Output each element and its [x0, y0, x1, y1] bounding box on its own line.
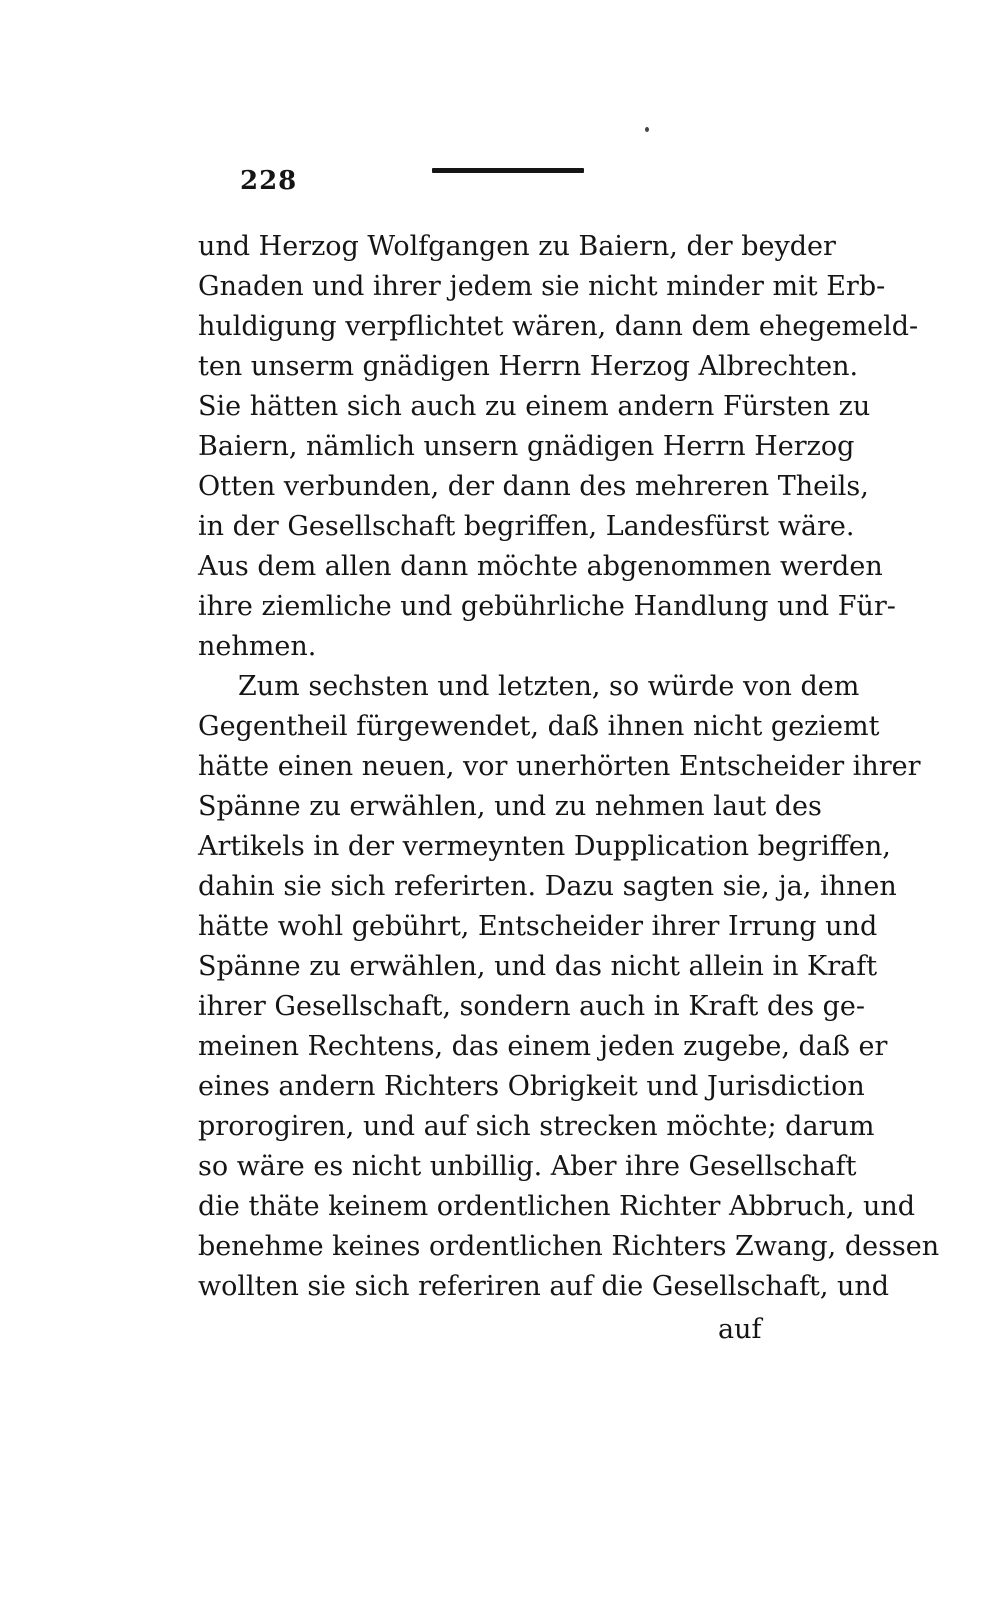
text-line: prorogiren, und auf sich strecken möchte; darum — [198, 1111, 875, 1142]
text-line: Spänne zu erwählen, und das nicht allein in Kraft — [198, 951, 878, 982]
ink-speck — [645, 127, 649, 132]
text-line: Gnaden und ihrer jedem sie nicht minder mit Erb- — [198, 271, 886, 302]
catchword: auf — [718, 1314, 762, 1345]
text-line: Gegentheil fürgewendet, daß ihnen nicht geziemt — [198, 711, 880, 742]
text-line: hätte wohl gebührt, Entscheider ihrer Irrung und — [198, 911, 878, 942]
text-line: benehme keines ordentlichen Richters Zwang, dessen — [198, 1231, 940, 1262]
text-line: in der Gesellschaft begriffen, Landesfürst wäre. — [198, 511, 855, 542]
text-line: Aus dem allen dann möchte abgenommen werden — [198, 551, 883, 582]
text-line: nehmen. — [198, 631, 317, 662]
text-line: Zum sechsten und letzten, so würde von dem — [238, 671, 860, 702]
text-line: ihrer Gesellschaft, sondern auch in Kraft des ge- — [198, 991, 866, 1022]
header-rule — [432, 168, 584, 173]
text-line: Otten verbunden, der dann des mehreren Theils, — [198, 471, 869, 502]
text-line: Spänne zu erwählen, und zu nehmen laut des — [198, 791, 822, 822]
text-line: Baiern, nämlich unsern gnädigen Herrn Herzog — [198, 431, 855, 462]
text-line: so wäre es nicht unbillig. Aber ihre Gesellschaft — [198, 1151, 857, 1182]
text-line: eines andern Richters Obrigkeit und Jurisdiction — [198, 1071, 865, 1102]
text-line: ten unserm gnädigen Herrn Herzog Albrechten. — [198, 351, 859, 382]
text-line: ihre ziemliche und gebührliche Handlung und Für- — [198, 591, 896, 622]
text-line: wollten sie sich referiren auf die Gesellschaft, und — [198, 1271, 890, 1302]
text-line: und Herzog Wolfgangen zu Baiern, der beyder — [198, 231, 836, 262]
page-number: 228 — [240, 166, 298, 196]
text-line: die thäte keinem ordentlichen Richter Abbruch, und — [198, 1191, 916, 1222]
text-line: Sie hätten sich auch zu einem andern Fürsten zu — [198, 391, 871, 422]
text-line: dahin sie sich referirten. Dazu sagten sie, ja, ihnen — [198, 871, 897, 902]
text-line: meinen Rechtens, das einem jeden zugebe, daß er — [198, 1031, 888, 1062]
text-line: hätte einen neuen, vor unerhörten Entscheider ihrer — [198, 751, 921, 782]
text-line: huldigung verpflichtet wären, dann dem ehegemeld- — [198, 311, 919, 342]
text-line: Artikels in der vermeynten Dupplication begriffen, — [198, 831, 891, 862]
